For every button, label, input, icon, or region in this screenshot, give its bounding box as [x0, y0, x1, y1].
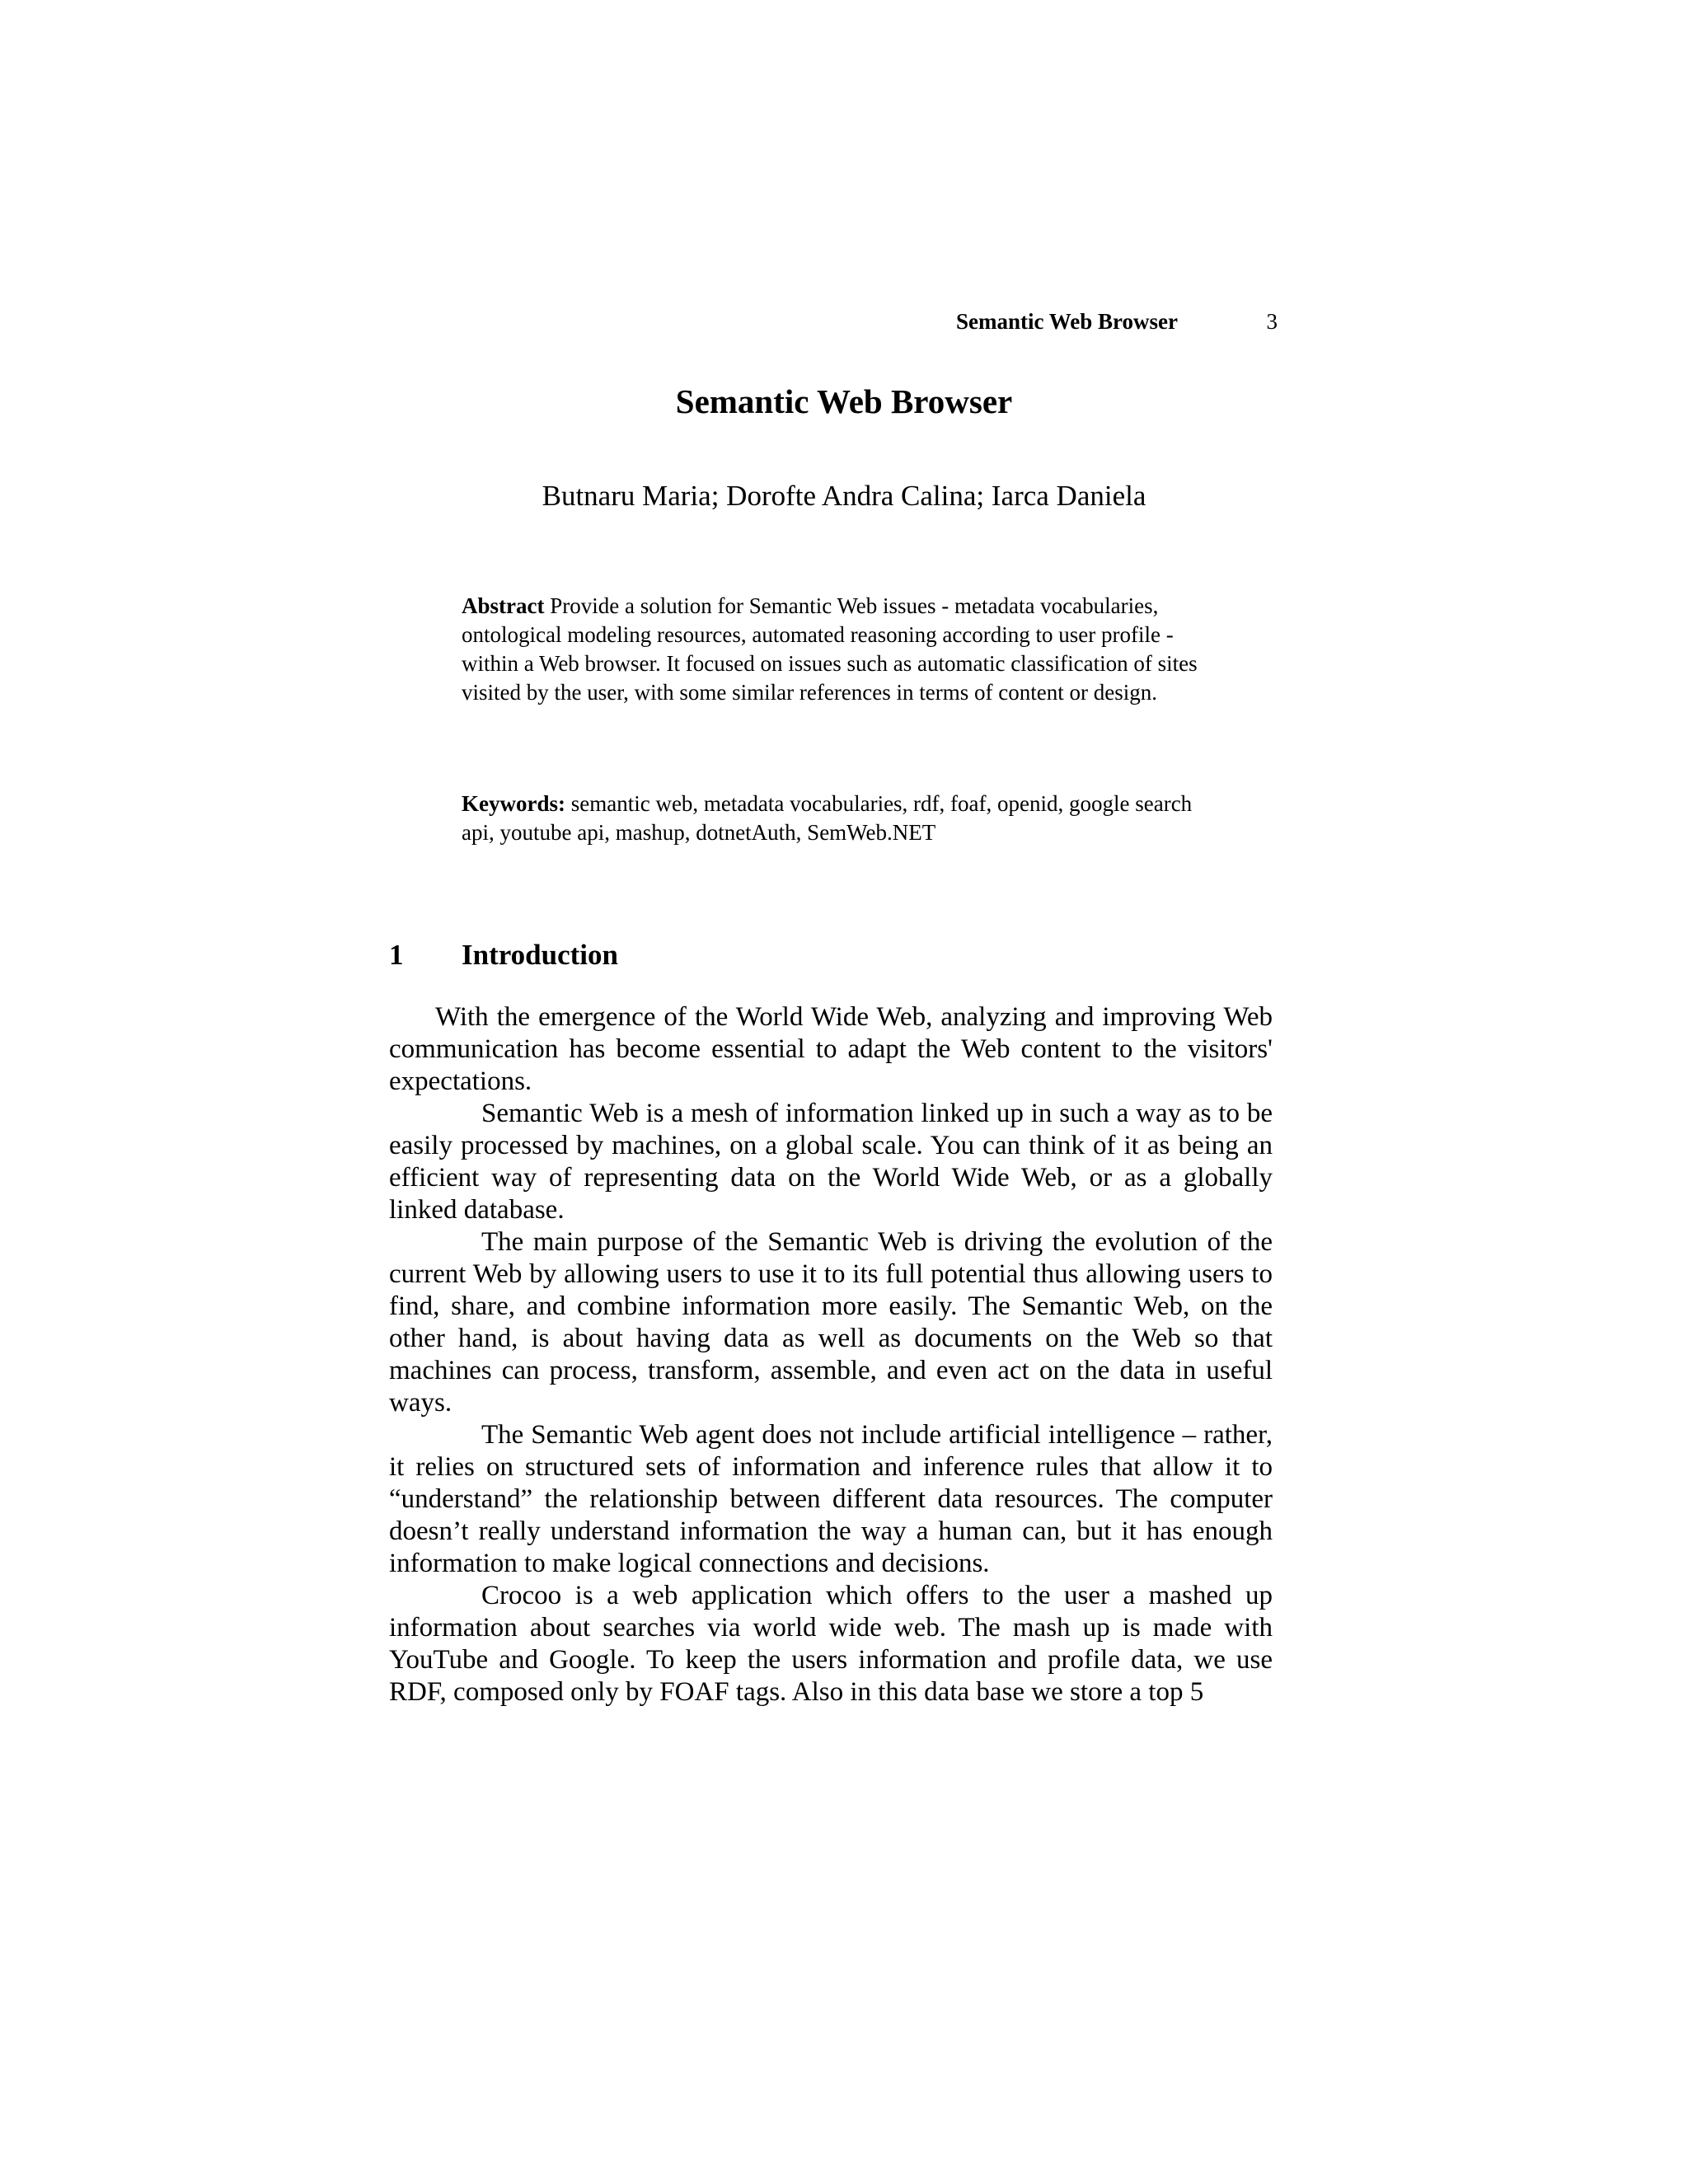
abstract-text: Provide a solution for Semantic Web issues - metadata vocabularies, ontological modeling resources, automated reasoning according to user profile - within a Web browser. It focused on issues such as automatic classification of sites visited by the user, with some similar references in terms of content or design. [462, 593, 1198, 705]
paragraph: The Semantic Web agent does not include artificial intelligence – rather, it relies on structured sets of information and inference rules that allow it to “understand” the relationship between different data resources. The computer doesn’t really understand information the way a human can, but it has enough information to make logical connections and decisions. [389, 1420, 1273, 1578]
paper-title: Semantic Web Browser [675, 382, 1013, 420]
abstract-label: Abstract [462, 593, 545, 618]
paragraph: The main purpose of the Semantic Web is driving the evolution of the current Web by allowing users to use it to its full potential thus allowing users to find, share, and combine information more easily. The Semantic Web, on the other hand, is about having data as well as documents on the Web so that machines can process, transform, assemble, and even act on the data in useful ways. [389, 1227, 1273, 1418]
body-text [389, 1001, 1273, 1708]
keywords-label: Keywords: [462, 791, 565, 816]
keywords-text: semantic web, metadata vocabularies, rdf, foaf, openid, google search api, youtube api, mashup, dotnetAuth, SemWeb.NET [462, 791, 1193, 845]
authors: Butnaru Maria; Dorofte Andra Calina; Iarca Daniela [542, 480, 1146, 512]
section-heading [389, 935, 618, 975]
running-title: Semantic Web Browser [956, 309, 1178, 334]
running-header [907, 305, 1278, 338]
abstract [462, 592, 1207, 707]
paragraph: With the emergence of the World Wide Web, analyzing and improving Web communication has become essential to adapt the Web content to the visitors' expectations. [389, 1002, 1273, 1096]
page-number: 3 [1266, 309, 1278, 334]
paragraph: Semantic Web is a mesh of information linked up in such a way as to be easily processed by machines, on a global scale. You can think of it as being an efficient way of representing data on the World Wide Web, or as a globally linked database. [389, 1099, 1273, 1225]
paragraph: Crocoo is a web application which offers to the user a mashed up information about searches via world wide web. The mash up is made with YouTube and Google. To keep the users information and profile data, we use RDF, composed only by FOAF tags. Also in this data base we store a top 5 [389, 1581, 1273, 1707]
section-title: Introduction [462, 939, 618, 971]
section-number: 1 [389, 939, 404, 971]
keywords [462, 790, 1207, 847]
